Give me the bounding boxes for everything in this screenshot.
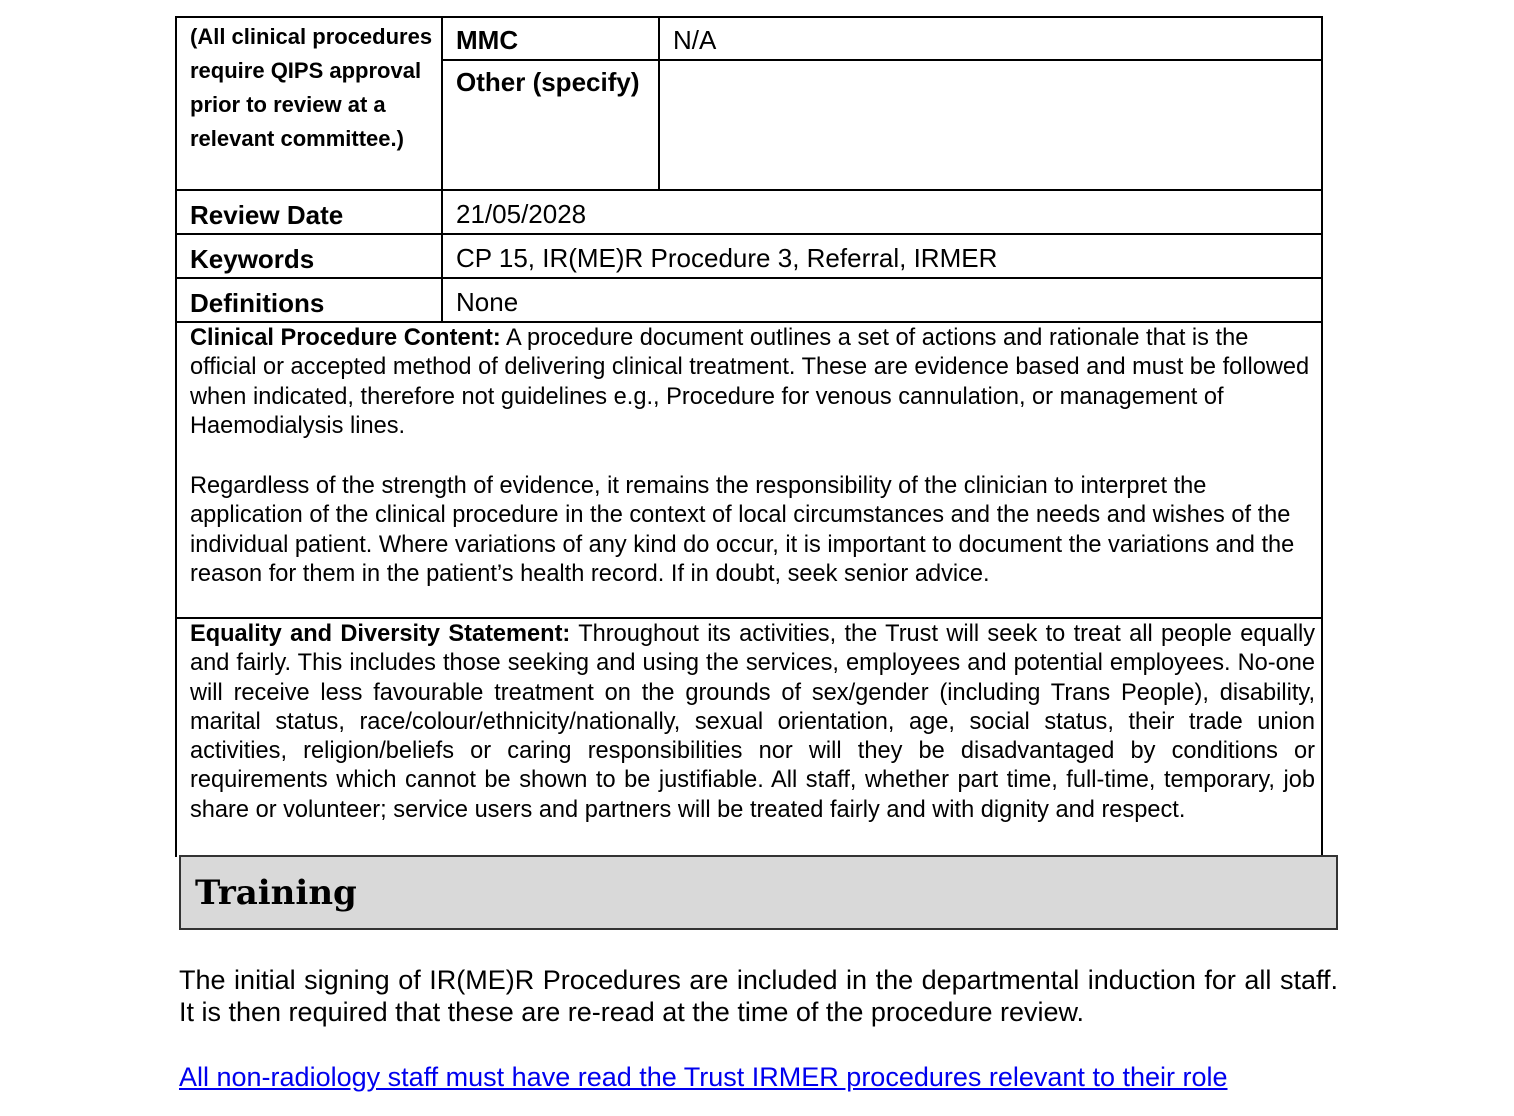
training-heading-box	[179, 855, 1338, 930]
clinical-content-paragraph-1	[190, 324, 1315, 441]
table-border-right	[1321, 16, 1323, 857]
approval-note: (All clinical procedures require QIPS approval prior to review at a relevant committee.)	[190, 24, 433, 151]
keywords-label: Keywords	[190, 244, 315, 274]
equality-heading: Equality and Diversity Statement:	[190, 621, 571, 647]
review-date-label: Review Date	[190, 200, 344, 230]
training-title: Training	[195, 873, 357, 913]
mmc-label: MMC	[456, 25, 519, 55]
clinical-content-heading: Clinical Procedure Content:	[190, 325, 501, 351]
keywords-value: CP 15, IR(ME)R Procedure 3, Referral, IRMER	[456, 243, 998, 273]
other-label: Other (specify)	[456, 67, 640, 97]
equality-statement	[190, 620, 1315, 825]
table-rule-content	[175, 617, 1323, 619]
mmc-value: N/A	[673, 25, 717, 55]
table-rule-review	[175, 233, 1323, 235]
table-rule-keywords	[175, 277, 1323, 279]
table-rule-note	[175, 189, 1323, 191]
clinical-content-paragraph-2: Regardless of the strength of evidence, it remains the responsibility of the clinician to interpret the application of the clinical procedure in the context of local circumstances and the needs and wishes of the individual patient. Where variations of any kind do occur, it is important to document the variations and the reason for them in the patient’s health record. If in doubt, seek senior advice.	[190, 473, 1295, 587]
definitions-label: Definitions	[190, 288, 325, 318]
table-divider-col2	[658, 16, 660, 190]
review-date-value: 21/05/2028	[456, 199, 587, 229]
equality-text: Throughout its activities, the Trust will seek to treat all people equally and fairly. This includes those seeking and using the services, employees and potential employees. No-one will receive less favourable treatment on the grounds of sex/gender (including Trans People), disability, marital status, race/colour/ethnicity/nationally, sexual orientation, age, social status, their trade union activities, religion/beliefs or caring responsibilities nor will they be disadvantaged by conditions or requirements which cannot be shown to be justifiable. All staff, whether part time, full-time, temporary, job share or volunteer; service users and partners will be treated fairly and with dignity and respect.	[190, 621, 1316, 823]
definitions-value: None	[456, 287, 519, 317]
table-border-left	[175, 16, 177, 857]
clinical-content-text-1: A procedure document outlines a set of actions and rationale that is the official or accepted method of delivering clinical treatment. These are evidence based and must be followed when indicated, therefore not guidelines e.g., Procedure for venous cannulation, or management of Haemodialysis lines.	[190, 325, 1310, 439]
table-rule-definitions	[175, 321, 1323, 323]
table-border-top	[175, 16, 1323, 18]
irmer-procedures-link[interactable]: All non-radiology staff must have read the Trust IRMER procedures relevant to their role	[179, 1062, 1228, 1092]
table-rule-mmc	[441, 59, 1323, 61]
training-body: The initial signing of IR(ME)R Procedures are included in the departmental induction for all staff. It is then required that these are re-read at the time of the procedure review.	[179, 965, 1338, 1027]
